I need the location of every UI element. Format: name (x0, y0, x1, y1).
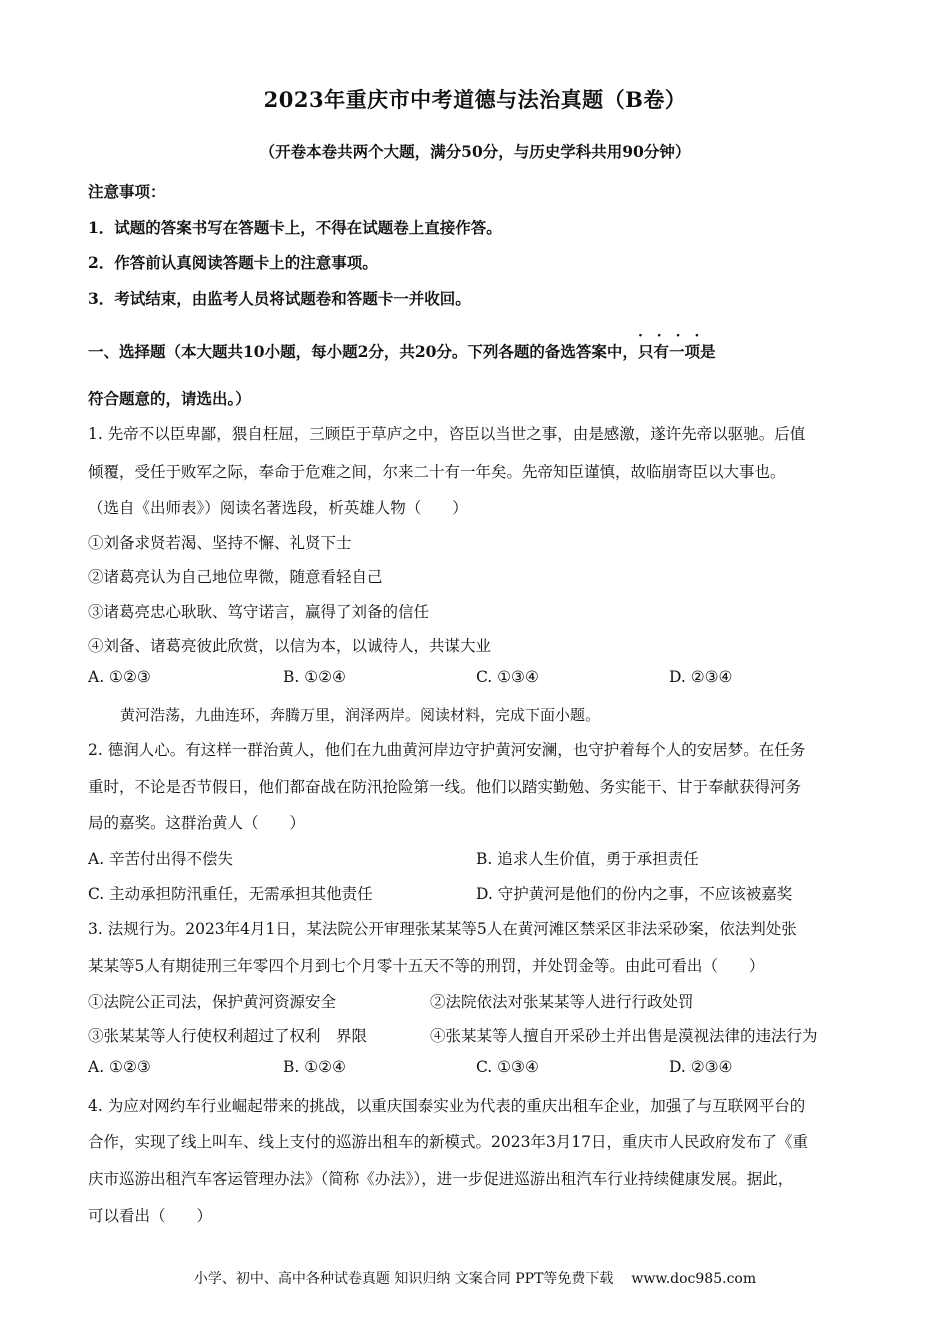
question-3-statement: ④张某某等人擅自开采砂土并出售是漠视法律的违法行为 (430, 1027, 818, 1045)
question-2-line: 重时，不论是否节假日，他们都奋战在防汛抢险第一线。他们以踏实勤勉、务实能干、甘于奉献获得河务 (88, 778, 802, 796)
notice-heading: 注意事项： (88, 182, 166, 201)
question-1-statement: ②诸葛亮认为自己地位卑微，随意看轻自己 (88, 568, 383, 586)
question-2-option-a[interactable]: A. 辛苦付出得不偿失 (88, 850, 234, 868)
question-1-statement: ③诸葛亮忠心耿耿、笃守诺言，赢得了刘备的信任 (88, 603, 430, 621)
question-2-option-d[interactable]: D. 守护黄河是他们的份内之事，不应该被嘉奖 (476, 885, 793, 903)
question-3-line: 某某等5人有期徒刑三年零四个月到七个月零十五天不等的刑罚，并处罚金等。由此可看出（ ） (88, 957, 765, 975)
question-1-option-d[interactable]: D. ②③④ (669, 668, 733, 686)
question-3-statement: ②法院依法对张某某等人进行行政处罚 (430, 993, 694, 1011)
question-1-statement: ①刘备求贤若渴、坚持不懈、礼贤下士 (88, 534, 352, 552)
notice-item: 1．试题的答案书写在答题卡上，不得在试题卷上直接作答。 (88, 218, 502, 237)
page-subtitle: （开卷本卷共两个大题，满分50分，与历史学科共用90分钟） (259, 142, 691, 161)
emphasis-text (637, 328, 714, 361)
page-footer (0, 1268, 950, 1288)
emphasis-label: 只有一项 (637, 342, 700, 361)
reading-material: 黄河浩荡，九曲连环，奔腾万里，润泽两岸。阅读材料，完成下面小题。 (120, 706, 601, 724)
question-3-option-d[interactable]: D. ②③④ (669, 1058, 733, 1076)
question-3-line: 3. 法规行为。2023年4月1日，某法院公开审理张某某等5人在黄河滩区禁采区非法采砂案，依法判处张 (88, 920, 797, 938)
question-3-statement: ③张某某等人行使权利超过了权利 界限 (88, 1027, 368, 1045)
question-4-line: 合作，实现了线上叫车、线上支付的巡游出租车的新模式。2023年3月17日，重庆市人民政府发布了《重 (88, 1133, 809, 1151)
notice-item: 2．作答前认真阅读答题卡上的注意事项。 (88, 253, 378, 272)
footer-text: 小学、初中、高中各种试卷真题 知识归纳 文案合同 PPT等免费下载 (193, 1271, 614, 1287)
question-1-option-b[interactable]: B. ①②④ (283, 668, 346, 686)
question-3-option-b[interactable]: B. ①②④ (283, 1058, 346, 1076)
question-4-line: 4. 为应对网约车行业崛起带来的挑战，以重庆国泰实业为代表的重庆出租车企业，加强了与互联网平台的 (88, 1097, 806, 1115)
question-1-option-a[interactable]: A. ①②③ (88, 668, 151, 686)
section-heading-line2: 符合题意的，请选出。） (88, 389, 251, 408)
question-3-option-a[interactable]: A. ①②③ (88, 1058, 151, 1076)
question-1-line: （选自《出师表》）阅读名著选段，析英雄人物（ ） (88, 499, 468, 517)
section-heading-text: 一、选择题（本大题共10小题，每小题2分，共20分。下列各题的备选答案中， (88, 342, 638, 361)
question-4-line: 可以看出（ ） (88, 1207, 213, 1225)
question-2-option-c[interactable]: C. 主动承担防汛重任，无需承担其他责任 (88, 885, 373, 903)
section-heading-tail: 是 (699, 342, 716, 361)
page-title: 2023年重庆市中考道德与法治真题（B卷） (263, 87, 687, 112)
question-1-option-c[interactable]: C. ①③④ (476, 668, 539, 686)
question-2-option-b[interactable]: B. 追求人生价值，勇于承担责任 (476, 850, 699, 868)
question-2-line: 2. 德润人心。有这样一群治黄人，他们在九曲黄河岸边守护黄河安澜，也守护着每个人的安居梦。在任务 (88, 741, 806, 759)
question-4-line: 庆市巡游出租汽车客运管理办法》（简称《办法》），进一步促进巡游出租汽车行业持续健康发展。据此， (88, 1170, 794, 1188)
question-2-line: 局的嘉奖。这群治黄人（ ） (88, 814, 306, 832)
footer-link[interactable]: www.doc985.com (631, 1271, 757, 1287)
notice-item: 3．考试结束，由监考人员将试题卷和答题卡一并收回。 (88, 289, 471, 308)
question-1-line: 1. 先帝不以臣卑鄙，猥自枉屈，三顾臣于草庐之中，咨臣以当世之事，由是感激，遂许先帝以驱驰。后值 (88, 425, 806, 443)
question-1-statement: ④刘备、诸葛亮彼此欣赏，以信为本，以诚待人，共谋大业 (88, 637, 492, 655)
emphasis-dots: ···· (637, 328, 714, 344)
question-3-statement: ①法院公正司法，保护黄河资源安全 (88, 993, 337, 1011)
question-3-option-c[interactable]: C. ①③④ (476, 1058, 539, 1076)
question-1-line: 倾覆，受任于败军之际，奉命于危难之间，尔来二十有一年矣。先帝知臣谨慎，故临崩寄臣以大事也。 (88, 463, 786, 481)
section-heading (88, 328, 716, 362)
